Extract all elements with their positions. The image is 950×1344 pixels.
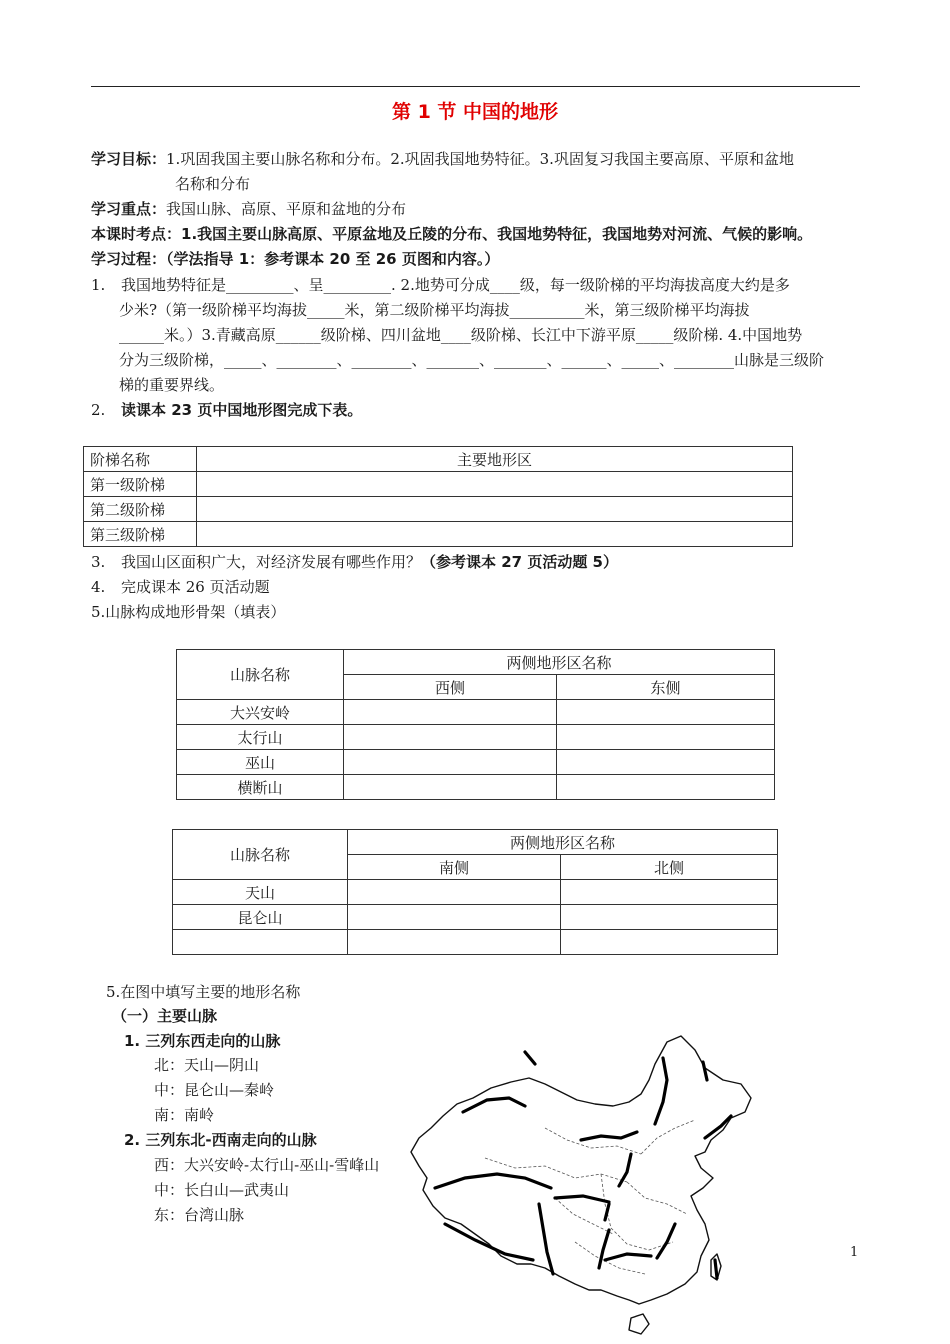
- ne-sw-east: 东：台湾山脉: [154, 1206, 245, 1224]
- wuyi-range: [657, 1224, 675, 1258]
- table-row: [84, 522, 793, 547]
- table-row: [177, 750, 775, 775]
- extra-ridge: [525, 1052, 535, 1064]
- east-west-title: 1. 三列东西走向的山脉: [124, 1032, 281, 1050]
- table-cell-blank[interactable]: [344, 750, 557, 775]
- east-west-south: 南：南岭: [154, 1106, 215, 1124]
- table-cell: 第二级阶梯: [84, 497, 197, 522]
- table-row: [177, 650, 775, 675]
- table-cell: [173, 930, 348, 955]
- table-header-cell: 阶梯名称: [84, 447, 197, 472]
- table-row: [173, 880, 778, 905]
- xuefeng-range: [599, 1230, 609, 1268]
- table-cell: 第三级阶梯: [84, 522, 197, 547]
- goals-text: 1.巩固我国主要山脉名称和分布。2.巩固我国地势特征。3.巩固复习我国主要高原、平原和盆地: [166, 150, 794, 168]
- table-cell-blank[interactable]: [557, 775, 775, 800]
- goals-line-2: 名称和分布: [175, 175, 251, 193]
- table-cell: 大兴安岭: [177, 700, 344, 725]
- taiwan-range: [715, 1260, 717, 1278]
- hengduan-range: [539, 1204, 553, 1274]
- ne-sw-title: 2. 三列东北-西南走向的山脉: [124, 1131, 317, 1149]
- exam-line: [91, 222, 861, 247]
- q4-text: 完成课本 26 页活动题: [121, 578, 270, 596]
- page-title: 第 1 节 中国的地形: [391, 101, 559, 123]
- table-cell-blank[interactable]: [348, 880, 561, 905]
- exam-label: 本课时考点：: [91, 225, 182, 243]
- process-label: 学习过程：: [91, 250, 167, 268]
- q1-text-1: 我国地势特征是_________、呈_________. 2.地势可分成____级，每一级阶梯的平均海拔高度大约是多: [121, 276, 790, 294]
- q2-text: 读课本 23 页中国地形图完成下表。: [121, 401, 363, 419]
- table-cell-blank[interactable]: [344, 725, 557, 750]
- table-cell-blank[interactable]: [348, 930, 561, 955]
- table-header-cell: 北侧: [561, 855, 778, 880]
- mountains-west-east-table: [176, 649, 775, 800]
- table-cell-blank[interactable]: [557, 750, 775, 775]
- table-header-cell: 山脉名称: [177, 650, 344, 700]
- table-row: [177, 725, 775, 750]
- table-cell: 横断山: [177, 775, 344, 800]
- kunlun-range: [435, 1174, 551, 1188]
- ne-sw-middle: 中：长白山—武夷山: [154, 1181, 290, 1199]
- table-row: [177, 775, 775, 800]
- table-cell: 巫山: [177, 750, 344, 775]
- table-header-cell: 两侧地形区名称: [348, 830, 778, 855]
- table-cell: 昆仑山: [173, 905, 348, 930]
- q3-bold: （参考课本 27 页活动题 5）: [421, 553, 618, 571]
- yinshan-range: [581, 1132, 637, 1140]
- q1-line-1: [91, 273, 861, 298]
- table-cell: 天山: [173, 880, 348, 905]
- table-cell-blank[interactable]: [561, 930, 778, 955]
- table-cell-blank[interactable]: [344, 775, 557, 800]
- q1-line-3: ______米。）3.青藏高原______级阶梯、四川盆地____级阶梯、长江中下游平原_____级阶梯. 4.中国地势: [119, 326, 803, 344]
- east-west-north: 北：天山—阴山: [154, 1056, 260, 1074]
- process-line: [91, 247, 861, 272]
- q2-line: [91, 398, 861, 423]
- process-text: （学法指导 1：参考课本 20 至 26 页图和内容。）: [166, 250, 500, 268]
- tianshan-range: [463, 1098, 525, 1112]
- q3-line: [91, 550, 861, 575]
- steps-table: [83, 446, 793, 547]
- table-row: [177, 700, 775, 725]
- table-header-cell: 东侧: [557, 675, 775, 700]
- table-row: [84, 472, 793, 497]
- q1-number: 1.: [91, 276, 106, 294]
- exam-text: 1.我国主要山脉高原、平原盆地及丘陵的分布、我国地势特征，我国地势对河流、气候的影响。: [181, 225, 813, 243]
- mountains-south-north-table: [172, 829, 778, 955]
- goals-label: 学习目标：: [91, 150, 167, 168]
- himalaya-range: [445, 1224, 533, 1260]
- table-cell-blank[interactable]: [344, 700, 557, 725]
- table-cell-blank[interactable]: [197, 522, 793, 547]
- table-row: [173, 930, 778, 955]
- nanling-range: [605, 1254, 651, 1260]
- ne-sw-west: 西：大兴安岭-太行山-巫山-雪峰山: [154, 1156, 380, 1174]
- focus-text: 我国山脉、高原、平原和盆地的分布: [166, 200, 407, 218]
- header-rule: [91, 86, 860, 87]
- table-cell-blank[interactable]: [561, 880, 778, 905]
- table-row: [173, 905, 778, 930]
- q2-number: 2.: [91, 401, 106, 419]
- table-header-cell: 主要地形区: [197, 447, 793, 472]
- qinling-range: [555, 1196, 609, 1202]
- table-cell: 太行山: [177, 725, 344, 750]
- table-cell-blank[interactable]: [197, 497, 793, 522]
- table-row: [84, 447, 793, 472]
- table-header-cell: 南侧: [348, 855, 561, 880]
- q3-number: 3.: [91, 553, 106, 571]
- hainan-outline: [629, 1314, 649, 1334]
- focus-label: 学习重点：: [91, 200, 167, 218]
- page-number: 1: [850, 1245, 859, 1260]
- q1-line-4: 分为三级阶梯，_____、________、________、_______、_______、______、_____、________山脉是三级阶: [119, 351, 825, 369]
- table-header-cell: 山脉名称: [173, 830, 348, 880]
- q4-line: [91, 575, 861, 600]
- subsection-title: （一）主要山脉: [112, 1007, 218, 1025]
- table-header-cell: 西侧: [344, 675, 557, 700]
- table-cell-blank[interactable]: [348, 905, 561, 930]
- table-cell-blank[interactable]: [557, 700, 775, 725]
- q1-line-5: 梯的重要界线。: [119, 376, 225, 394]
- table-row: [84, 497, 793, 522]
- table-header-cell: 两侧地形区名称: [344, 650, 775, 675]
- greater-khingan-north: [703, 1062, 707, 1080]
- section5-title: 5.在图中填写主要的地形名称: [106, 983, 301, 1001]
- table-cell-blank[interactable]: [561, 905, 778, 930]
- q3-text: 我国山区面积广大，对经济发展有哪些作用？: [121, 553, 422, 571]
- china-mountains-map: [405, 1028, 785, 1344]
- q4-number: 4.: [91, 578, 106, 596]
- china-outline: [411, 1036, 751, 1304]
- table-cell: 第一级阶梯: [84, 472, 197, 497]
- table-row: [173, 830, 778, 855]
- table-cell-blank[interactable]: [197, 472, 793, 497]
- goals-line: [91, 147, 861, 172]
- table-cell-blank[interactable]: [557, 725, 775, 750]
- focus-line: [91, 197, 861, 222]
- east-west-middle: 中：昆仑山—秦岭: [154, 1081, 275, 1099]
- q1-line-2: 少米?（第一级阶梯平均海拔_____米，第二级阶梯平均海拔__________米，第三级阶梯平均海拔: [119, 301, 750, 319]
- q5-line: 5.山脉构成地形骨架（填表）: [91, 603, 286, 621]
- daxinganling-range: [655, 1058, 667, 1124]
